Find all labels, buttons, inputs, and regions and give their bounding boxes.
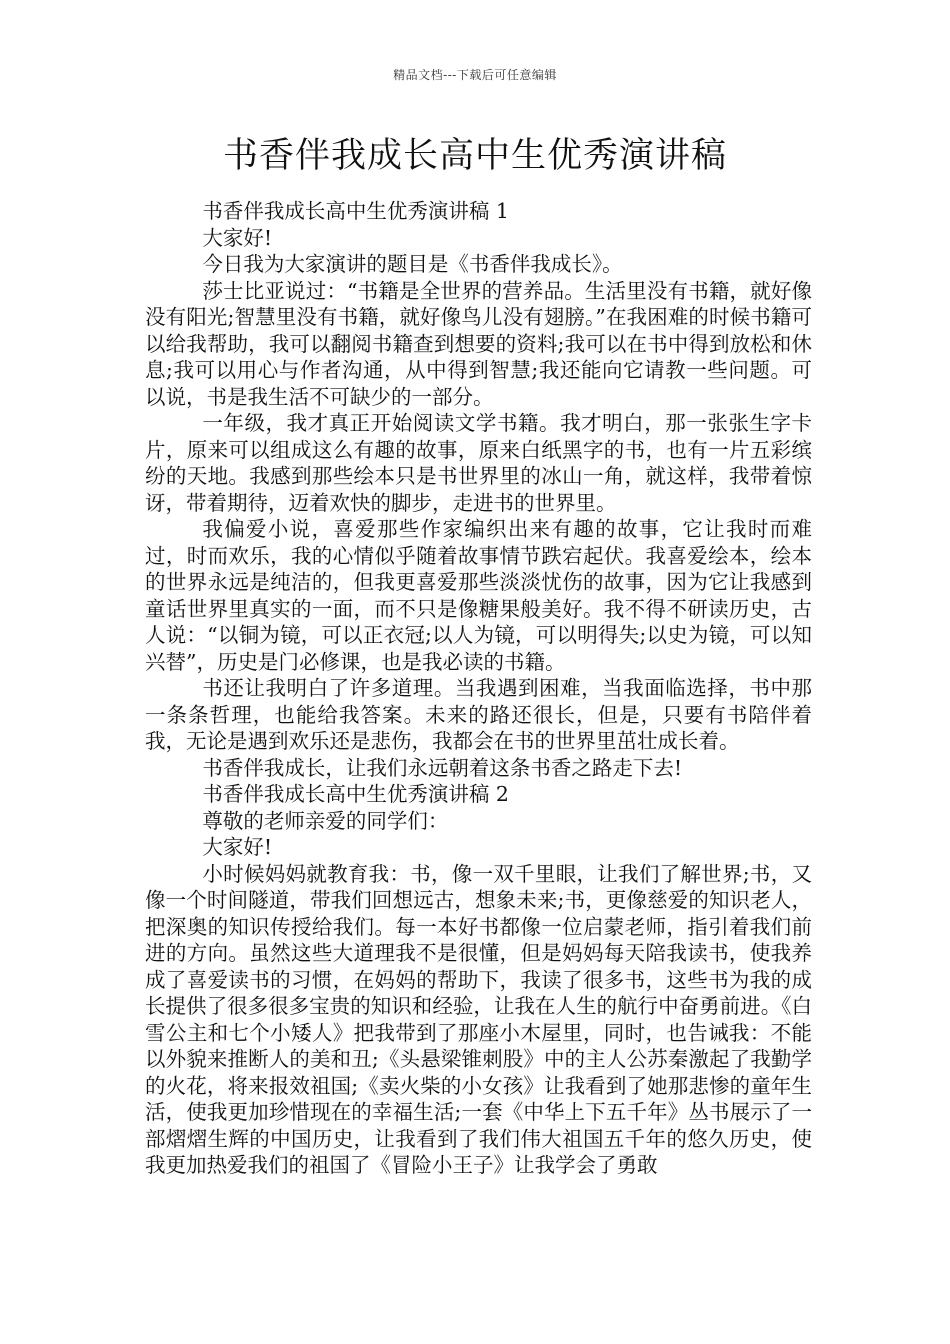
body-paragraph: 我偏爱小说，喜爱那些作家编织出来有趣的故事，它让我时而难过，时而欢乐，我的心情似乎随着故事情节跌宕起伏。我喜爱绘本，绘本的世界永远是纯洁的，但我更喜爱那些淡淡忧伤的故事，因为它让我感到童话世界里真实的一面，而不只是像糖果般美好。我不得不研读历史，古人说：“以铜为镜，可以正衣冠;以人为镜，可以明得失;以史为镜，可以知兴替”，历史是门必修课，也是我必读的书籍。 <box>145 517 812 674</box>
greeting-paragraph: 大家好! <box>202 225 273 250</box>
speech-2-heading: 书香伴我成长高中生优秀演讲稿 2 <box>202 782 509 806</box>
speech-1-heading: 书香伴我成长高中生优秀演讲稿 1 <box>202 199 509 223</box>
body-paragraph: 书还让我明白了许多道理。当我遇到困难，当我面临选择，书中那一条条哲理，也能给我答案。未来的路还很长，但是，只要有书陪伴着我，无论是遇到欢乐还是悲伤，我都会在书的世界里茁壮成长着。 <box>145 676 812 753</box>
closing-paragraph: 书香伴我成长，让我们永远朝着这条书香之路走下去! <box>202 755 683 780</box>
page-header-watermark: 精品文档---下载后可任意编辑 <box>393 68 557 82</box>
topic-paragraph: 今日我为大家演讲的题目是《书香伴我成长》。 <box>202 252 623 276</box>
greeting-paragraph: 大家好! <box>202 835 273 859</box>
document-title: 书香伴我成长高中生优秀演讲稿 <box>222 136 727 176</box>
body-paragraph: 小时候妈妈就教育我：书，像一双千里眼，让我们了解世界;书，又像一个时间隧道，带我们回想远古，想象未来;书，更像慈爱的知识老人，把深奥的知识传授给我们。每一本好书都像一位启蒙老师，指引着我们前进的方向。虽然这些大道理我不是很懂，但是妈妈每天陪我读书，使我养成了喜爱读书的习惯，在妈妈的帮助下，我读了很多书，这些书为我的成长提供了很多很多宝贵的知识和经验，让我在人生的航行中奋勇前进。《白雪公主和七个小矮人》把我带到了那座小木屋里，同时，也告诫我：不能以外貌来推断人的美和丑;《头悬梁锥刺股》中的主人公苏秦激起了我勤学的火花，将来报效祖国;《卖火柴的小女孩》让我看到了她那悲惨的童年生活，使我更加珍惜现在的幸福生活;一套《中华上下五千年》丛书展示了一部熠熠生辉的中国历史，让我看到了我们伟大祖国五千年的悠久历史，使我更加热爱我们的祖国了《冒险小王子》让我学会了勇敢 <box>145 861 812 1177</box>
body-paragraph: 莎士比亚说过：“书籍是全世界的营养品。生活里没有书籍，就好像没有阳光;智慧里没有书籍，就好像鸟儿没有翅膀。”在我困难的时候书籍可以给我帮助，我可以翻阅书籍查到想要的资料;我可以在书中得到放松和休息;我可以用心与作者沟通，从中得到智慧;我还能向它请教一些问题。可以说，书是我生活不可缺少的一部分。 <box>145 278 812 409</box>
body-paragraph: 一年级，我才真正开始阅读文学书籍。我才明白，那一张张生字卡片，原来可以组成这么有趣的故事，原来白纸黑字的书，也有一片五彩缤纷的天地。我感到那些绘本只是书世界里的冰山一角，就这样，我带着惊讶，带着期待，迈着欢快的脚步，走进书的世界里。 <box>145 411 812 515</box>
salutation-paragraph: 尊敬的老师亲爱的同学们： <box>202 808 449 833</box>
document-body <box>145 198 812 1179</box>
